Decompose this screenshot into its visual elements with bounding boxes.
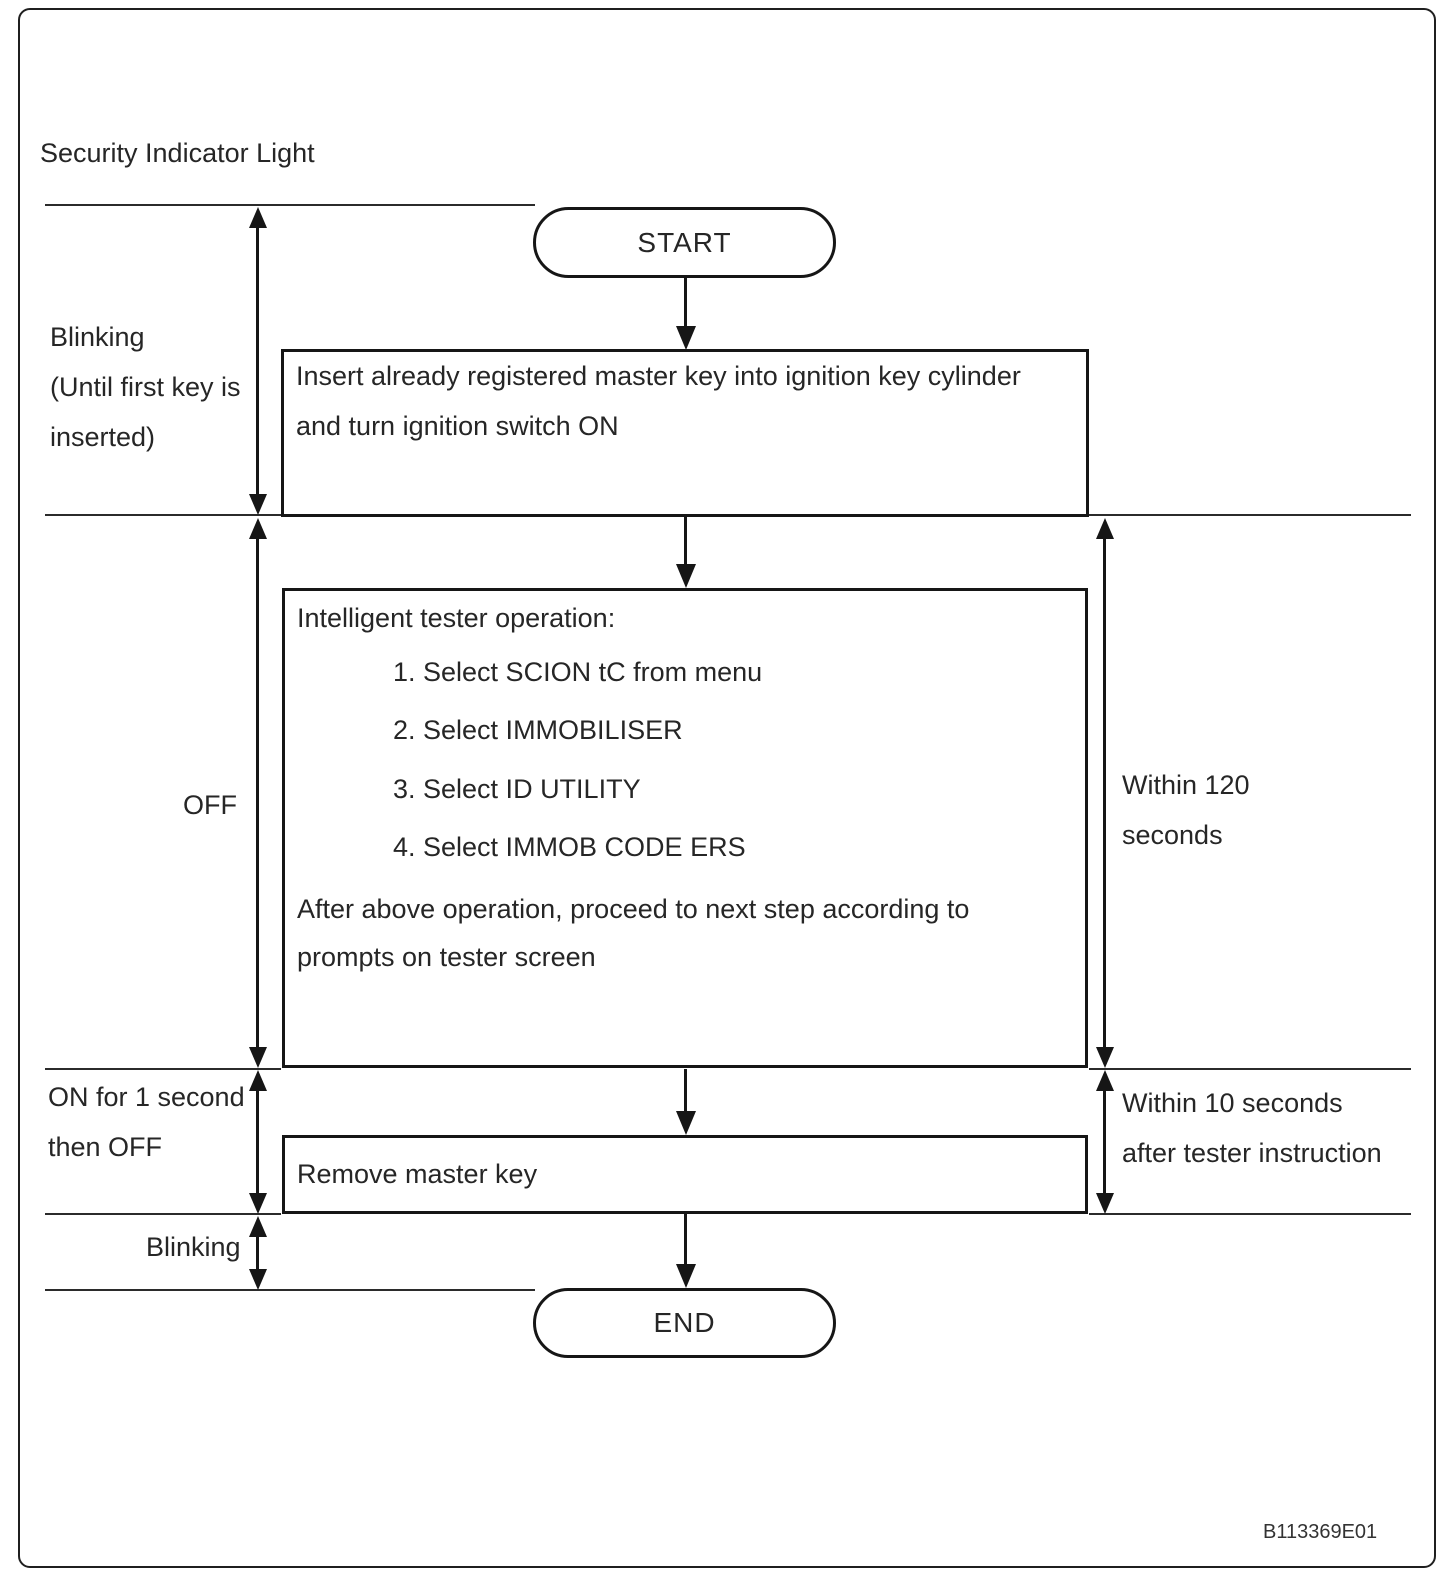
state-on-then-off-line2: then OFF bbox=[48, 1132, 163, 1162]
arrow-head bbox=[676, 1264, 696, 1288]
arrow-head bbox=[249, 1269, 267, 1290]
arrow-head bbox=[676, 564, 696, 588]
end-node-label: END bbox=[653, 1307, 716, 1338]
arrow-remove-to-end-icon bbox=[675, 1214, 697, 1288]
tester-step-footer-line1: After above operation, proceed to next step according to bbox=[297, 894, 970, 924]
insert-key-step-box bbox=[281, 349, 1089, 517]
arrow-head bbox=[249, 494, 267, 515]
timing-line-bottom bbox=[45, 1289, 535, 1291]
arrow-start-to-insert-icon bbox=[675, 278, 697, 350]
span-arrow-off-icon bbox=[247, 518, 269, 1068]
tester-step-box bbox=[282, 588, 1088, 1068]
start-node bbox=[533, 207, 836, 278]
arrow-head bbox=[249, 1193, 267, 1214]
arrow-shaft bbox=[256, 1076, 259, 1208]
timing-within-120-line1: Within 120 bbox=[1122, 770, 1250, 800]
tester-step-item-3: 3. Select ID UTILITY bbox=[393, 774, 641, 804]
span-arrow-on-then-off-icon bbox=[247, 1070, 269, 1214]
timing-line-3-right bbox=[1089, 1068, 1411, 1070]
timing-within-120-label bbox=[1122, 760, 1250, 860]
state-on-then-off-label bbox=[48, 1072, 245, 1172]
figure-reference-code: B113369E01 bbox=[1263, 1521, 1378, 1543]
arrow-head bbox=[1096, 1193, 1114, 1214]
arrow-shaft bbox=[1103, 1076, 1106, 1208]
arrow-shaft bbox=[256, 524, 259, 1062]
state-off-label: OFF bbox=[183, 790, 237, 820]
state-blinking-line2: (Until first key is bbox=[50, 372, 241, 402]
tester-step-heading: Intelligent tester operation: bbox=[297, 603, 616, 633]
remove-key-step-box bbox=[282, 1135, 1088, 1214]
timing-line-2-right bbox=[1089, 514, 1411, 516]
arrow-shaft bbox=[1103, 524, 1106, 1062]
insert-key-step-line1: Insert already registered master key into ignition key cylinder bbox=[296, 361, 1021, 391]
arrow-head bbox=[249, 1047, 267, 1068]
state-blinking-label bbox=[50, 312, 241, 462]
state-blinking-line1: Blinking bbox=[50, 322, 145, 352]
span-arrow-blinking-icon bbox=[247, 207, 269, 515]
start-node-label: START bbox=[637, 226, 732, 258]
span-arrow-blinking-end-icon bbox=[247, 1216, 269, 1290]
timing-line-3-left bbox=[45, 1068, 281, 1070]
state-on-then-off-line1: ON for 1 second bbox=[48, 1082, 245, 1112]
arrow-shaft bbox=[256, 213, 259, 509]
span-arrow-within-10-icon bbox=[1094, 1070, 1116, 1214]
insert-key-step-line2: and turn ignition switch ON bbox=[296, 411, 619, 441]
arrow-head bbox=[676, 326, 696, 350]
timing-line-4-right bbox=[1089, 1213, 1411, 1215]
timing-within-10-line1: Within 10 seconds bbox=[1122, 1088, 1343, 1118]
timing-line-top bbox=[45, 204, 535, 206]
arrow-head bbox=[676, 1111, 696, 1135]
state-blinking-end-label: Blinking bbox=[146, 1232, 241, 1262]
timing-within-10-label bbox=[1122, 1078, 1382, 1178]
figure-title: Security Indicator Light bbox=[40, 138, 315, 168]
end-node bbox=[533, 1288, 836, 1358]
arrow-head bbox=[1096, 1047, 1114, 1068]
tester-step-item-1: 1. Select SCION tC from menu bbox=[393, 657, 763, 687]
timing-within-120-line2: seconds bbox=[1122, 820, 1223, 850]
tester-step-footer-line2: prompts on tester screen bbox=[297, 942, 596, 972]
timing-within-10-line2: after tester instruction bbox=[1122, 1138, 1382, 1168]
timing-line-4-left bbox=[45, 1213, 281, 1215]
arrow-tester-to-remove-icon bbox=[675, 1069, 697, 1135]
tester-step-item-4: 4. Select IMMOB CODE ERS bbox=[393, 832, 746, 862]
remove-key-step-label: Remove master key bbox=[297, 1159, 538, 1189]
tester-step-item-2: 2. Select IMMOBILISER bbox=[393, 715, 683, 745]
state-blinking-line3: inserted) bbox=[50, 422, 156, 452]
span-arrow-within-120-icon bbox=[1094, 518, 1116, 1068]
arrow-insert-to-tester-icon bbox=[675, 517, 697, 588]
timing-line-2-left bbox=[45, 514, 281, 516]
